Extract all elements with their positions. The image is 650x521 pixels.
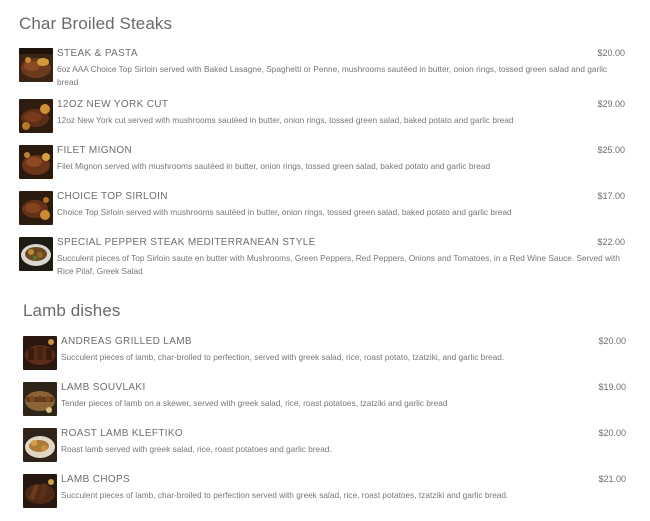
item-price: $21.00	[598, 474, 626, 484]
top-sirloin-photo-icon	[19, 191, 53, 225]
item-price: $19.00	[598, 382, 626, 392]
filet-mignon-photo-icon	[19, 145, 53, 179]
item-price: $29.00	[597, 99, 625, 109]
steak-pasta-photo-icon	[19, 48, 53, 82]
item-price: $17.00	[597, 191, 625, 201]
item-description: Tender pieces of lamb on a skewer, served with greek salad, rice, roast potatoes, tzatziki and garlic bread	[61, 398, 448, 408]
item-price: $25.00	[597, 145, 625, 155]
item-price: $20.00	[597, 48, 625, 58]
item-name: LAMB SOUVLAKI	[61, 382, 146, 393]
section-title: Char Broiled Steaks	[19, 14, 173, 33]
grilled-lamb-photo-icon	[23, 336, 57, 370]
item-description: Succulent pieces of lamb, char-broiled to perfection served with greek salad, rice, roast potatoes, tzatziki and garlic bread.	[61, 490, 509, 500]
menu-item-lamb-chops[interactable]	[23, 474, 630, 514]
menu-item-lamb-kleftiko[interactable]	[23, 428, 630, 468]
section-title: Lamb dishes	[23, 301, 121, 320]
item-name: FILET MIGNON	[57, 145, 133, 156]
item-description: Choice Top Sirloin served with mushrooms sautéed in butter, onion rings, tossed green salad, baked potato and garlic bread	[57, 207, 512, 217]
item-name: 12OZ NEW YORK CUT	[57, 99, 169, 110]
pepper-steak-photo-icon	[19, 237, 53, 271]
item-description: Succulent pieces of lamb, char-broiled to perfection, served with greek salad, rice, roast potato, tzatziki, and garlic bread.	[61, 352, 505, 362]
item-price: $20.00	[598, 336, 626, 346]
item-price: $20.00	[598, 428, 626, 438]
item-name: ROAST LAMB KLEFTIKO	[61, 428, 184, 439]
item-name: ANDREAS GRILLED LAMB	[61, 336, 192, 347]
item-description: Succulent pieces of Top Sirloin saute en butter with Mushrooms, Green Peppers, Red Peppers, Onions and Tomatoes, in a Red Wine Sauce. Served with Rice Pilaf, Greek Salad	[57, 253, 620, 276]
item-description: 12oz New York cut served with mushrooms sautéed in butter, onion rings, tossed green salad, baked potato and garlic bread	[57, 115, 514, 125]
menu-item-filet-mignon[interactable]	[19, 145, 629, 185]
menu-item-lamb-souvlaki[interactable]	[23, 382, 630, 422]
item-price: $22.00	[597, 237, 625, 247]
item-description: Roast lamb served with greek salad, rice, roast potatoes and garlic bread.	[61, 444, 332, 454]
item-description: 6oz AAA Choice Top Sirloin served with Baked Lasagne, Spaghetti or Penne, mushrooms sautéed in butter, onion rings, tossed green salad and garlic bread	[57, 64, 608, 87]
item-name: LAMB CHOPS	[61, 474, 131, 485]
item-name: CHOICE TOP SIRLOIN	[57, 191, 168, 202]
lamb-souvlaki-photo-icon	[23, 382, 57, 416]
menu-item-top-sirloin[interactable]	[19, 191, 629, 231]
item-name: SPECIAL PEPPER STEAK MEDITERRANEAN STYLE	[57, 237, 316, 248]
menu-item-pepper-steak[interactable]	[19, 237, 629, 277]
lamb-chops-photo-icon	[23, 474, 57, 508]
item-description: Filet Mignon served with mushrooms sautéed in butter, onion rings, tossed green salad, baked potato and garlic bread	[57, 161, 491, 171]
new-york-cut-photo-icon	[19, 99, 53, 133]
lamb-kleftiko-photo-icon	[23, 428, 57, 462]
menu-item-new-york-cut[interactable]	[19, 99, 629, 139]
menu-item-steak-pasta[interactable]	[19, 48, 629, 88]
menu-item-grilled-lamb[interactable]	[23, 336, 630, 376]
item-name: STEAK & PASTA	[57, 48, 138, 59]
